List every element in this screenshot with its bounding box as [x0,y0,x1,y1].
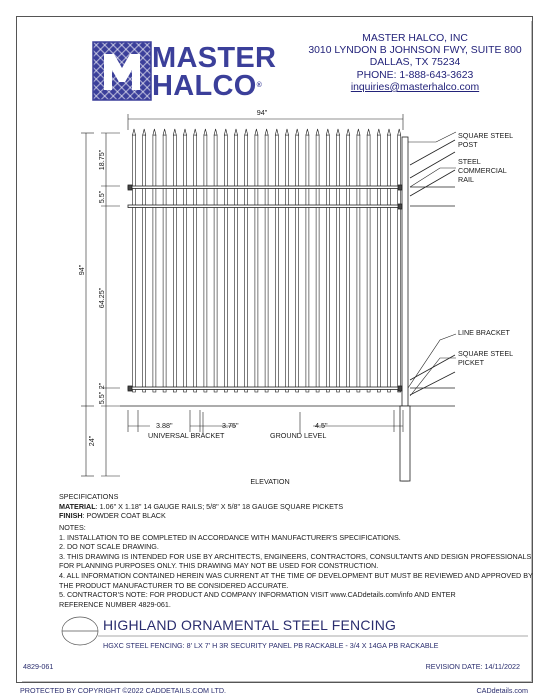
picket-point [357,129,360,135]
spec-material: MATERIAL: 1.06" X 1.18" 14 GAUGE RAILS; 5/8" X 5/8" 18 GAUGE SQUARE PICKETS [59,501,344,511]
dim-rail-gap: 5.5" [97,190,106,204]
document-number: 4829-061 [23,662,54,671]
note-line: 3. THIS DRAWING IS INTENDED FOR USE BY ARCHITECTS, ENGINEERS, CONTRACTORS, CONSULTANTS AND DESIGN PROFESSIONALS [59,551,532,561]
dim-mid-space: 64.25" [97,287,106,309]
picket-point [194,129,197,135]
picket-point [377,129,380,135]
picket [296,135,299,392]
picket-point [235,129,238,135]
company-phone: PHONE: 1-888-643-3623 [356,69,474,81]
dim-bottom-clear: 5.5" [97,391,106,405]
callout-line-bracket: LINE BRACKET [458,328,510,337]
picket-point [163,129,166,135]
picket-point [326,129,329,135]
callout-rail-1: STEEL [458,157,481,166]
picket-point [337,129,340,135]
picket [367,135,370,392]
note-line: FOR PLANNING PURPOSES ONLY. THIS DRAWING MAY NOT BE USED FOR CONSTRUCTION. [59,561,379,571]
specs-heading: SPECIFICATIONS [59,492,119,501]
picket-point [306,129,309,135]
spec-finish: FINISH: POWDER COAT BLACK [59,511,166,521]
picket [306,135,309,392]
picket [347,135,350,392]
note-line: THE PRODUCT MANUFACTURER TO BE CONSIDERED ACCURATE. [59,580,289,590]
callout-rail-2: COMMERCIAL [458,166,507,175]
picket-point [214,129,217,135]
picket [275,135,278,392]
picket-point [265,129,268,135]
picket-point [224,129,227,135]
note-line: 2. DO NOT SCALE DRAWING. [59,542,159,552]
picket [377,135,380,392]
callout-rail-3: RAIL [458,175,474,184]
picket-point [153,129,156,135]
picket [235,135,238,392]
notes [59,523,533,609]
picket-point [286,129,289,135]
picket-point [143,129,146,135]
dim-bury: 24" [87,435,96,447]
drawing-subtitle: HGXC STEEL FENCING: 8' LX 7' H 3R SECURITY PANEL PB RACKABLE - 3/4 X 14GA PB RACKABLE [103,641,439,650]
dim-top-space: 18.75" [97,149,106,171]
registered-mark: ® [256,82,263,89]
company-address-2: DALLAS, TX 75234 [369,57,461,69]
picket-point [184,129,187,135]
picket [265,135,268,392]
picket-point [245,129,248,135]
dim-post-offset: 4.5" [315,421,328,430]
callout-picket-1: SQUARE STEEL [458,349,514,358]
revision-date: REVISION DATE: 14/11/2022 [425,662,520,671]
dim-picket-space: 3.75" [222,421,239,430]
picket [184,135,187,392]
drawing-title: HIGHLAND ORNAMENTAL STEEL FENCING [103,617,397,633]
picket [245,135,248,392]
picket [357,135,360,392]
footer-copyright: PROTECTED BY COPYRIGHT ©2022 CADDETAILS.COM LTD. [20,686,227,695]
picket [326,135,329,392]
callout-universal-bracket: UNIVERSAL BRACKET [148,431,225,440]
picket-point [133,129,136,135]
picket [173,135,176,392]
picket-point [255,129,258,135]
callout-post-2: POST [458,140,478,149]
picket-point [398,129,401,135]
picket [316,135,319,392]
callout-ground-level: GROUND LEVEL [270,431,327,440]
dim-left-offset: 3.88" [156,421,173,430]
view-label: ELEVATION [250,477,290,486]
picket [214,135,217,392]
note-line: 4. ALL INFORMATION CONTAINED HEREIN WAS CURRENT AT THE TIME OF DEVELOPMENT BUT MUST BE REVIEWED AND APPROVED BY [59,570,533,580]
picket-point [347,129,350,135]
callout-post-1: SQUARE STEEL [458,131,514,140]
picket [388,135,391,392]
logo-line-2: HALCO® [152,70,263,102]
dim-overall-width: 94" [256,108,268,117]
picket-point [296,129,299,135]
picket [133,135,136,392]
picket [204,135,207,392]
note-line: REFERENCE NUMBER 4829-061. [59,599,171,609]
footer-site-link[interactable]: CADdetails.com [476,686,528,695]
picket-point [204,129,207,135]
note-line: 1. INSTALLATION TO BE COMPLETED IN ACCORDANCE WITH MANUFACTURER'S SPECIFICATIONS. [59,532,401,542]
callout-picket-2: PICKET [458,358,484,367]
picket-point [367,129,370,135]
picket-point [275,129,278,135]
picket [143,135,146,392]
picket [224,135,227,392]
company-name: MASTER HALCO, INC [362,33,468,44]
company-email[interactable]: inquiries@masterhalco.com [350,81,480,93]
dim-bottom-rail-gap: 2" [97,382,106,390]
dim-overall-height: 94" [77,264,86,276]
picket-point [316,129,319,135]
picket [398,135,401,392]
picket [194,135,197,392]
picket [153,135,156,392]
notes-heading: NOTES: [59,523,86,532]
picket [286,135,289,392]
fence-pickets [133,129,401,392]
picket [255,135,258,392]
picket-point [388,129,391,135]
specifications [59,492,529,521]
company-address-1: 3010 LYNDON B JOHNSON FWY, SUITE 800 [308,45,522,57]
picket [163,135,166,392]
picket-point [173,129,176,135]
logo-line-1: MASTER [152,42,277,74]
picket [337,135,340,392]
note-line: 5. CONTRACTOR'S NOTE: FOR PRODUCT AND COMPANY INFORMATION VISIT www.CADdetails.com/info AND ENTER [59,590,456,600]
